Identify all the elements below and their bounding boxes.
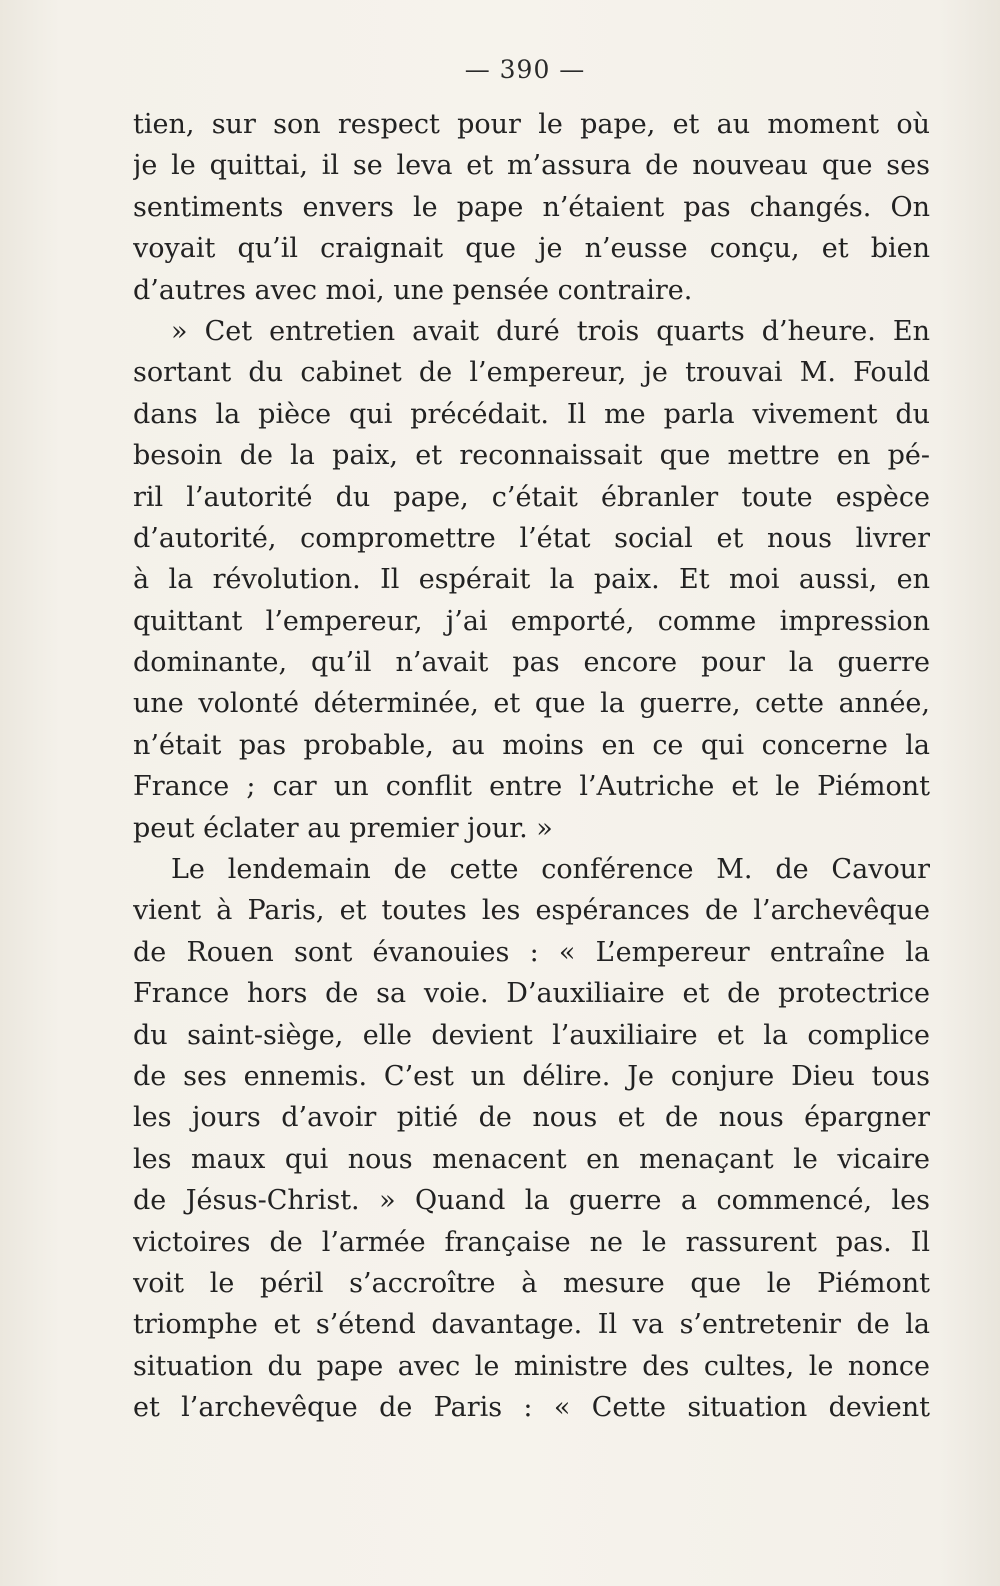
text-line: voyait qu’il craignait que je n’eusse conçu, et bien <box>133 233 930 265</box>
text-line: tien, sur son respect pour le pape, et au moment où <box>133 109 930 140</box>
page-number: — 390 — <box>464 55 586 84</box>
text-line: dominante, qu’il n’avait pas encore pour la guerre <box>133 647 930 679</box>
text-line: une volonté déterminée, et que la guerre, cette année, <box>133 688 930 720</box>
text-line: besoin de la paix, et reconnaissait que mettre en pé- <box>133 440 930 472</box>
text-line: et l’archevêque de Paris : « Cette situation devient <box>133 1392 930 1424</box>
body-text <box>133 104 930 1429</box>
text-line: de Rouen sont évanouies : « L’empereur entraîne la <box>133 936 930 968</box>
text-line: n’était pas probable, au moins en ce qui concerne la <box>133 729 930 761</box>
text-line: victoires de l’armée française ne le rassurent pas. Il <box>133 1226 930 1258</box>
text-line: les maux qui nous menacent en menaçant le vicaire <box>133 1143 930 1175</box>
text-line: d’autres avec moi, une pensée contraire. <box>133 274 693 306</box>
text-line: France hors de sa voie. D’auxiliaire et de protectrice <box>133 978 930 1010</box>
text-line: Le lendemain de cette conférence M. de Cavour <box>171 854 930 886</box>
text-line: peut éclater au premier jour. » <box>133 812 553 844</box>
text-line: France ; car un conflit entre l’Autriche et le Piémont <box>133 771 930 803</box>
text-line: ril l’autorité du pape, c’était ébranler toute espèce <box>133 481 930 513</box>
text-line: sentiments envers le pape n’étaient pas changés. On <box>133 191 930 223</box>
text-line: les jours d’avoir pitié de nous et de nous épargner <box>133 1102 930 1134</box>
text-line: de Jésus-Christ. » Quand la guerre a commencé, les <box>133 1185 930 1217</box>
text-line: à la révolution. Il espérait la paix. Et moi aussi, en <box>133 564 930 596</box>
text-line: de ses ennemis. C’est un délire. Je conjure Dieu tous <box>133 1060 930 1092</box>
text-line: vient à Paris, et toutes les espérances de l’archevêque <box>133 895 930 927</box>
text-line: dans la pièce qui précédait. Il me parla vivement du <box>133 398 930 430</box>
text-line: » Cet entretien avait duré trois quarts d’heure. En <box>171 315 930 347</box>
text-line: situation du pape avec le ministre des cultes, le nonce <box>133 1350 930 1382</box>
text-line: voit le péril s’accroître à mesure que le Piémont <box>133 1267 930 1299</box>
text-line: d’autorité, compromettre l’état social et nous livrer <box>133 522 930 554</box>
text-line: quittant l’empereur, j’ai emporté, comme impression <box>133 605 930 637</box>
text-line: sortant du cabinet de l’empereur, je trouvai M. Fould <box>133 357 930 389</box>
text-line: triomphe et s’étend davantage. Il va s’entretenir de la <box>133 1309 930 1341</box>
text-line: du saint-siège, elle devient l’auxiliaire et la complice <box>133 1019 930 1051</box>
text-line: je le quittai, il se leva et m’assura de nouveau que ses <box>133 150 930 182</box>
